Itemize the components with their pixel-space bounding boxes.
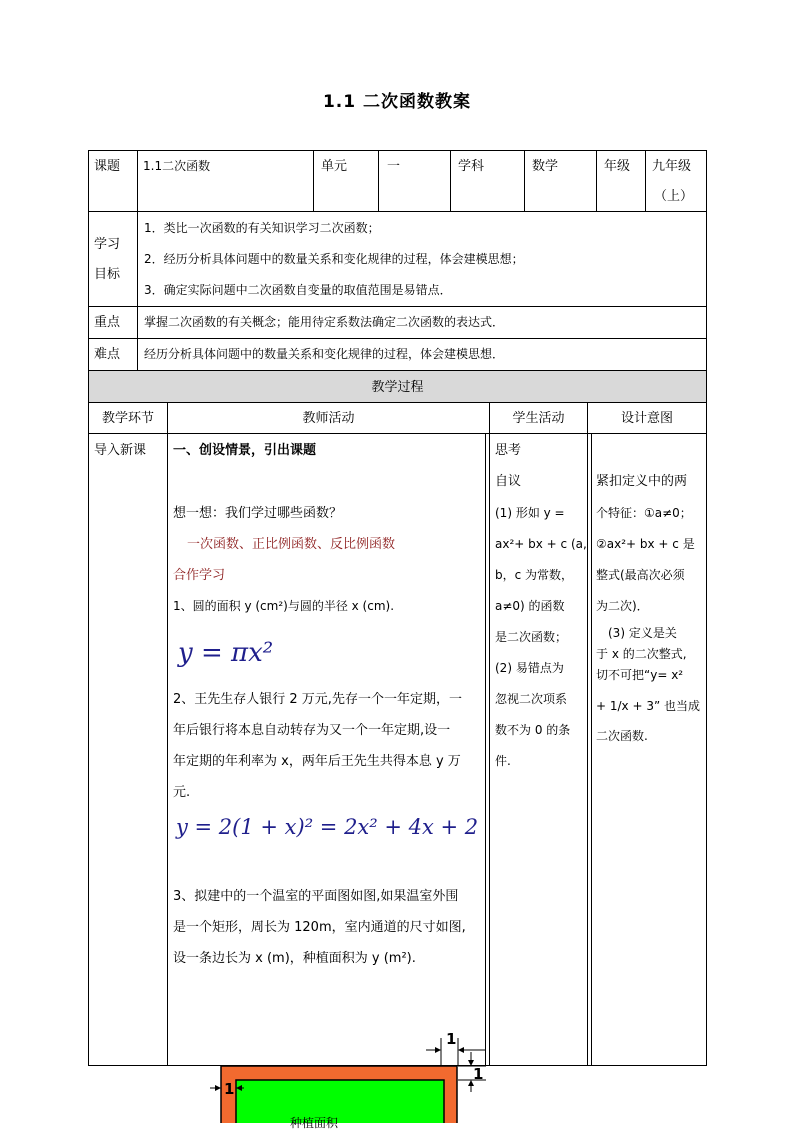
intent-line: 切不可把“y= x² [596, 668, 684, 682]
dimension-label-top: 1 [446, 1030, 457, 1048]
document-title: 1.1 二次函数教案 [322, 92, 472, 112]
column-header-teacher: 教师活动 [302, 411, 355, 426]
dimension-label-left: 1 [224, 1080, 235, 1098]
greenhouse-diagram [200, 1030, 500, 1130]
subject-label: 学科 [458, 159, 485, 174]
student-line: 思考 [495, 443, 522, 458]
unit-value: 一 [387, 159, 401, 174]
student-line: 数不为 0 的条 [495, 723, 571, 737]
column-header-stage: 教学环节 [101, 411, 154, 426]
student-line: 忽视二次项系 [495, 692, 568, 706]
course-value: 1.1二次函数 [143, 159, 211, 173]
student-line: b，c 为常数， [495, 568, 574, 582]
objectives-label-2: 目标 [94, 267, 121, 282]
problem-2-line: 元. [173, 785, 191, 800]
intent-line: (3) 定义是关 [596, 626, 677, 640]
teacher-answer: 一次函数、正比例函数、反比例函数 [187, 537, 396, 552]
student-line: (2) 易错点为 [495, 661, 564, 675]
student-line: (1) 形如 y = [495, 506, 565, 520]
intent-line: 整式(最高次必须 [596, 568, 685, 582]
student-line: 件. [495, 754, 511, 768]
unit-label: 单元 [321, 159, 348, 174]
formula-2: y = 2(1 + x)² = 2x² + 4x + 2 [176, 815, 479, 839]
problem-3-line: 是一个矩形，周长为 120m，室内通道的尺寸如图, [173, 920, 466, 935]
intent-line: 为二次)． [596, 599, 649, 613]
difficult-point-label: 难点 [94, 347, 121, 362]
column-header-student: 学生活动 [512, 411, 565, 426]
planting-area-label: 种植面积 [290, 1116, 339, 1130]
student-line: 自议 [495, 474, 522, 489]
key-point-label: 重点 [94, 315, 121, 330]
formula-1: y = πx² [178, 638, 274, 668]
problem-2-line: 年定期的年利率为 x，两年后王先生共得本息 y 万 [173, 754, 461, 769]
key-point-text: 掌握二次函数的有关概念；能用待定系数法确定二次函数的表达式． [144, 315, 505, 329]
objective-item: 1．类比一次函数的有关知识学习二次函数； [144, 221, 380, 235]
objective-item: 3．确定实际问题中二次函数自变量的取值范围是易错点． [144, 283, 452, 297]
problem-2-line: 2、王先生存人银行 2 万元,先存一个一年定期，一 [173, 692, 462, 707]
intent-line: + 1/x + 3” 也当成 [596, 699, 700, 713]
dimension-label-right: 1 [473, 1065, 484, 1083]
student-line: 是二次函数； [495, 630, 568, 644]
course-label: 课题 [94, 159, 121, 174]
difficult-point-text: 经历分析具体问题中的数量关系和变化规律的过程，体会建模思想． [144, 347, 505, 361]
problem-1: 1、圆的面积 y (cm²)与圆的半径 x (cm). [173, 599, 395, 613]
problem-3-line: 设一条边长为 x (m)，种植面积为 y (m²). [173, 951, 416, 966]
problem-2-line: 年后银行将本息自动转存为又一个一年定期,设一 [173, 723, 451, 738]
cooperative-learning: 合作学习 [173, 568, 226, 583]
grade-value: 九年级 [652, 159, 692, 174]
intent-line: ②ax²+ bx + c 是 [596, 537, 695, 551]
objectives-label-1: 学习 [94, 237, 121, 252]
intent-line: 二次函数. [596, 729, 648, 743]
intent-line: 个特征：①a≠0； [596, 506, 692, 520]
objective-item: 2．经历分析具体问题中的数量关系和变化规律的过程，体会建模思想； [144, 252, 524, 266]
grade-label: 年级 [604, 159, 631, 174]
intent-line: 于 x 的二次整式, [596, 647, 687, 661]
grade-value-term: （上） [654, 189, 694, 204]
intent-line: 紧扣定义中的两 [596, 474, 688, 489]
student-line: ax²+ bx + c (a, [495, 537, 587, 551]
column-header-intent: 设计意图 [620, 411, 673, 426]
teacher-question: 想一想：我们学过哪些函数？ [173, 506, 343, 521]
teacher-heading: 一、创设情景，引出课题 [173, 443, 317, 458]
problem-3-line: 3、拟建中的一个温室的平面图如图,如果温室外围 [173, 889, 459, 904]
subject-value: 数学 [532, 159, 559, 174]
stage-label: 导入新课 [94, 443, 147, 458]
student-line: a≠0) 的函数 [495, 599, 565, 613]
process-header: 教学过程 [371, 380, 424, 395]
planting-area [236, 1080, 444, 1123]
